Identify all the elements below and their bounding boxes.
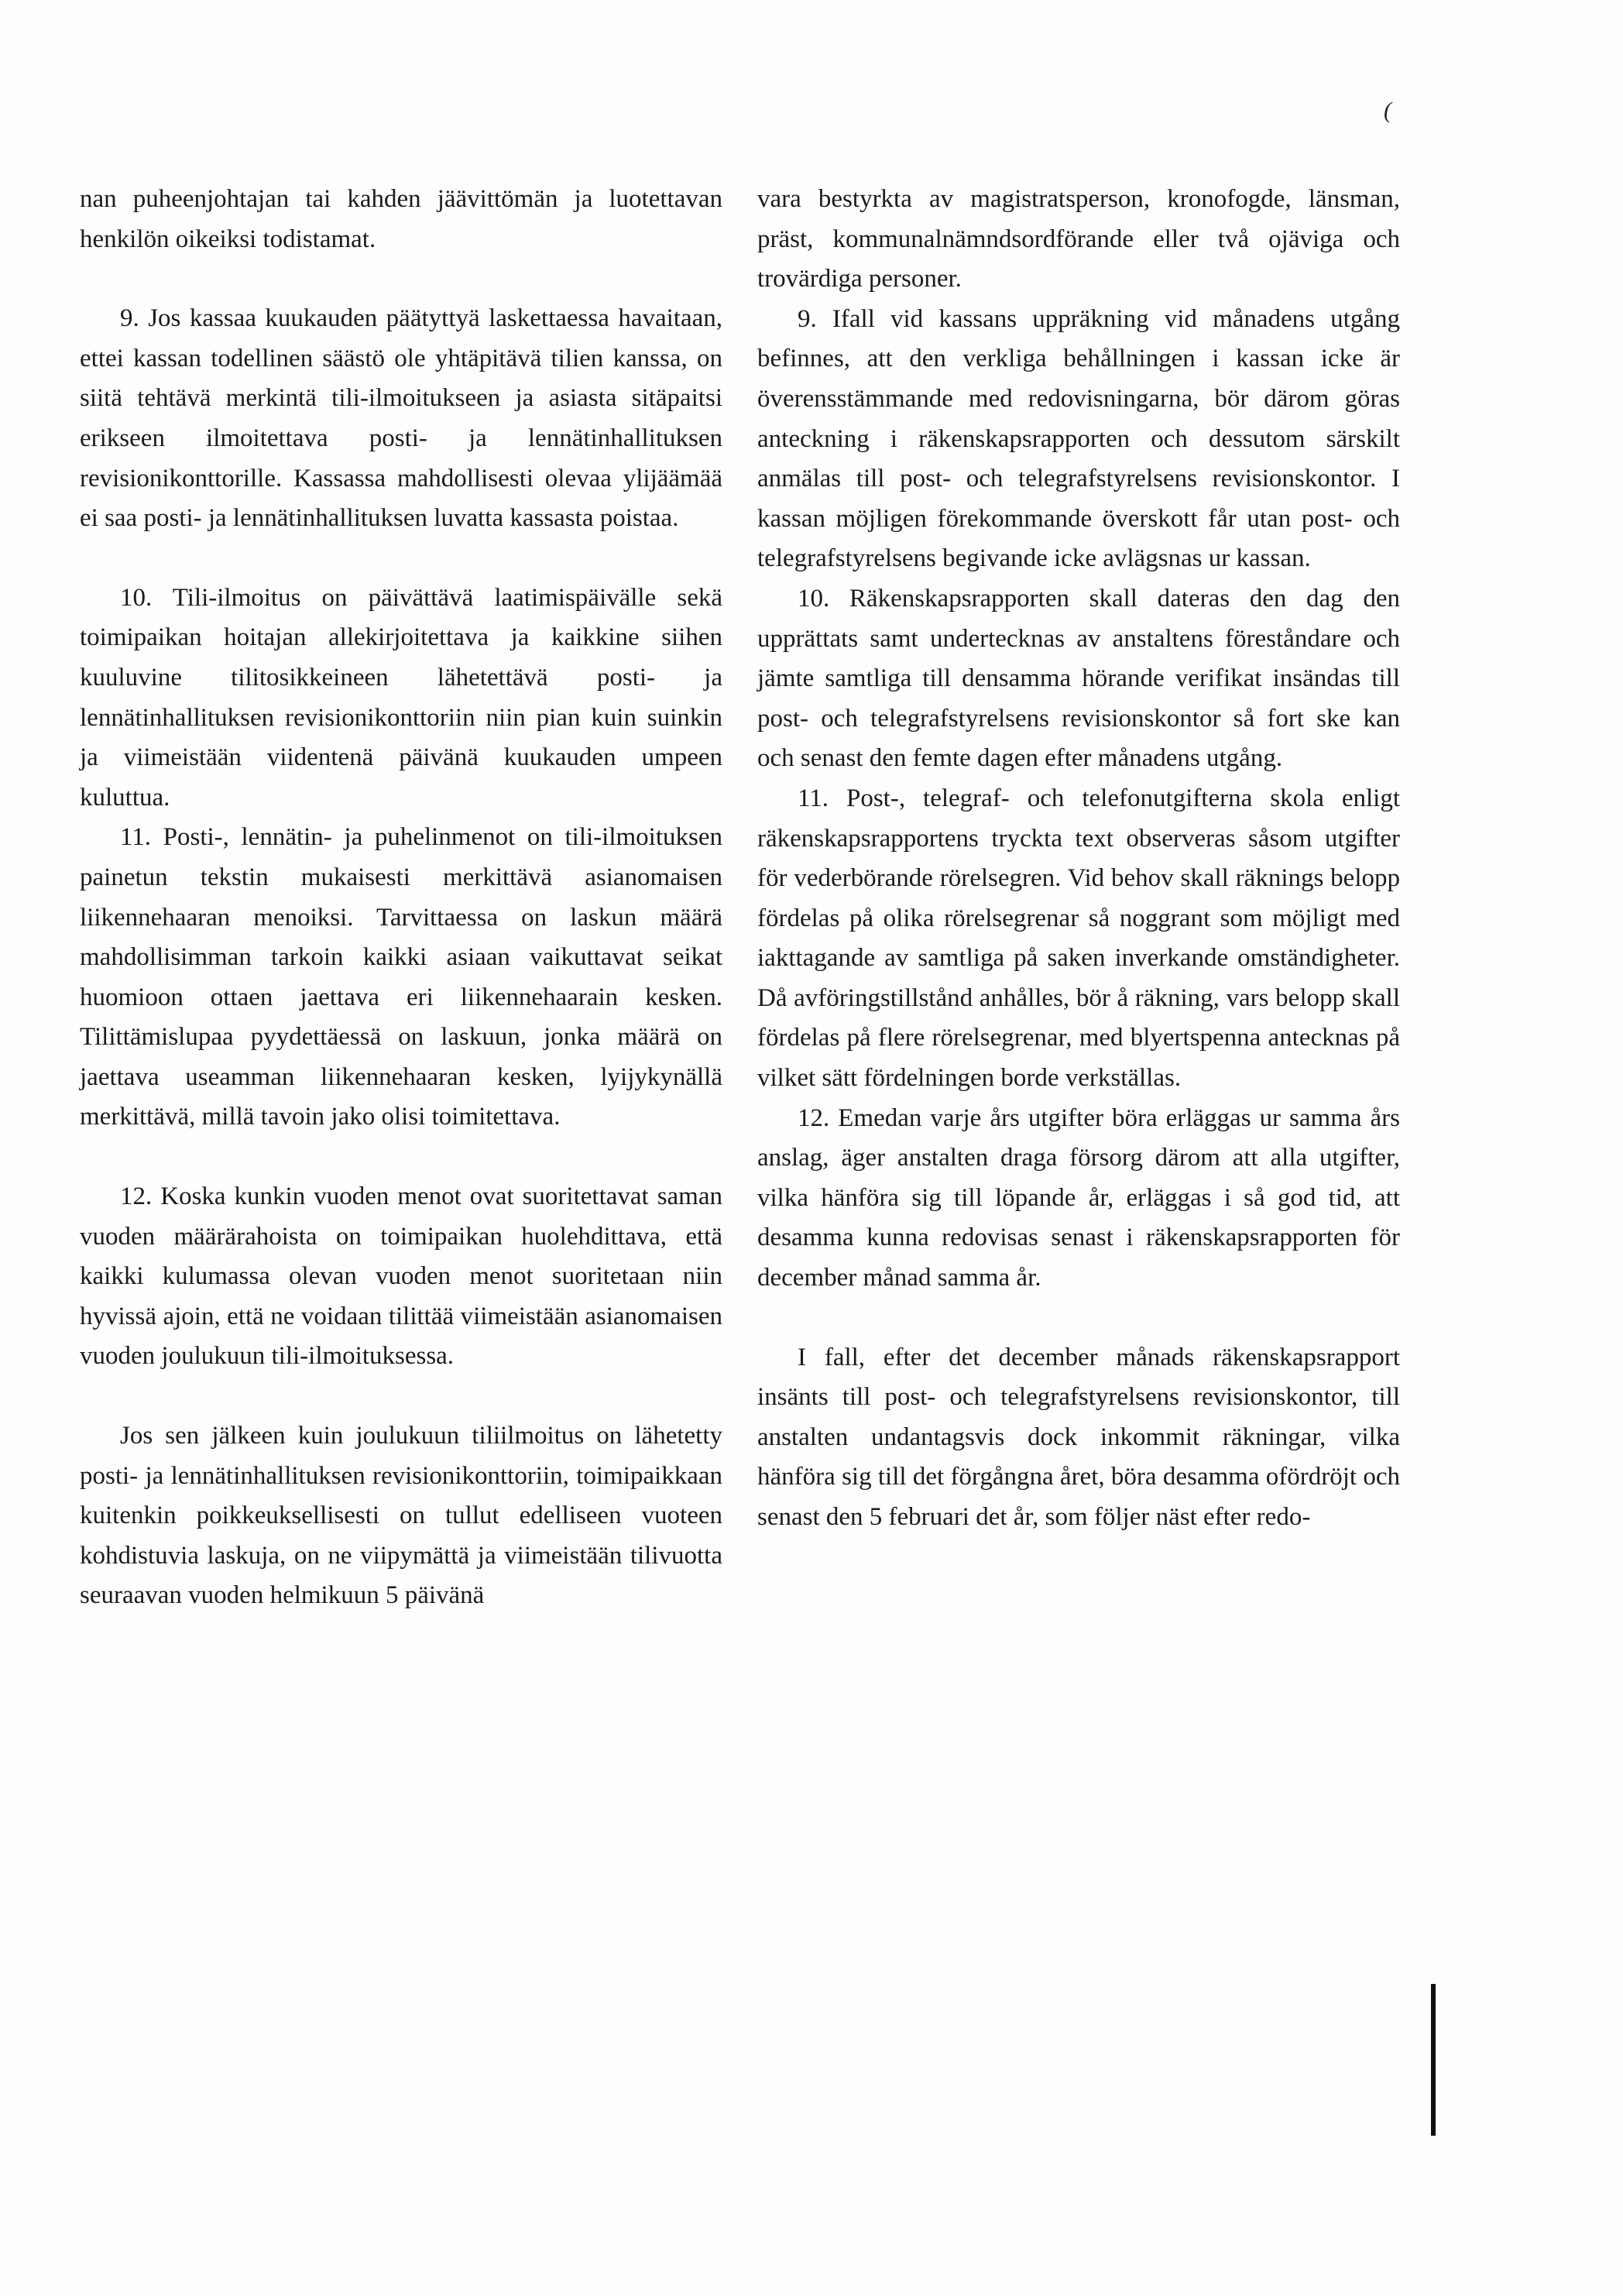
corner-mark: ( [1384, 98, 1391, 123]
swedish-column [757, 180, 1400, 1538]
paragraph-12-continued: I fall, efter det december månads räkenskapsrapport insänts till post- och telegrafstyrelsens revisionskontor, till anstalten undantagsvis dock inkommit räkningar, vilka hänföra sig till det förgångna året, böra desamma ofördröjt och senast den 5 februari det år, som följer näst efter redo- [757, 1343, 1400, 1531]
paragraph-continuation: nan puheenjohtajan tai kahden jäävittömän ja luotettavan henkilön oikeiksi todistamat. [80, 185, 722, 253]
paragraph-11: 11. Posti-, lennätin- ja puhelinmenot on tili-ilmoituksen painetun tekstin mukaisesti merkittävä asianomaisen liikennehaaran menoiksi. Tarvittaessa on laskun määrä mahdollisimman tarkoin kaikki asiaan vaikuttavat seikat huomioon ottaen jaettava eri liikennehaarain kesken. Tilittämislupaa pyydettäessä on laskuun, jonka määrä on jaettava useamman liikennehaaran kesken, lyijykynällä merkittävä, millä tavoin jako olisi toimitettava. [80, 823, 722, 1131]
paragraph-continuation: vara bestyrkta av magistratsperson, kronofogde, länsman, präst, kommunalnämndsordförande eller två ojäviga och trovärdiga personer. [757, 185, 1400, 293]
paragraph-9: 9. Jos kassaa kuukauden päätyttyä laskettaessa havaitaan, ettei kassan todellinen säästö ole yhtäpitävä tilien kanssa, on siitä tehtävä merkintä tili-ilmoitukseen ja asiasta sitäpaitsi erikseen ilmoitettava posti- ja lennätinhallituksen revisionikonttorille. Kassassa mahdollisesti olevaa ylijäämää ei saa posti- ja lennätinhallituksen luvatta kassasta poistaa. [80, 304, 722, 533]
paragraph-10: 10. Räkenskapsrapporten skall dateras den dag den upprättats samt undertecknas av anstaltens föreståndare och jämte samtliga till densamma hörande verifikat insändas till post- och telegrafstyrelsens revisionskontor så fort ske kan och senast den femte dagen efter månadens utgång. [757, 584, 1400, 773]
paragraph-10: 10. Tili-ilmoitus on päivättävä laatimispäivälle sekä toimipaikan hoitajan allekirjoitettava ja kaikkine siihen kuuluvine tilitosikkeineen lähetettävä posti- ja lennätinhallituksen revisionikonttoriin niin pian kuin suinkin ja viimeistään viidentenä päivänä kuukauden umpeen kuluttua. [80, 583, 722, 812]
paragraph-12: 12. Koska kunkin vuoden menot ovat suoritettavat saman vuoden määrärahoista on toimipaikan huolehdittava, että kaikki kulumassa olevan vuoden menot suoritetaan niin hyvissä ajoin, että ne voidaan tilittää viimeistään asianomaisen vuoden joulukuun tili-ilmoituksessa. [80, 1182, 722, 1371]
paragraph-12: 12. Emedan varje års utgifter böra erläggas ur samma års anslag, äger anstalten draga försorg därom att alla utgifter, vilka hänföra sig till löpande år, erläggas i så god tid, att desamma kunna redovisas senast i räkenskapsrapporten för december månad samma år. [757, 1103, 1400, 1292]
paragraph-11: 11. Post-, telegraf- och telefonutgifterna skola enligt räkenskapsrapportens tryckta text observeras såsom utgifter för vederbörande rörelsegren. Vid behov skall räknings belopp fördelas på olika rörelsegrenar så noggrant som möjligt med iakttagande av samtliga på saken inverkande omständigheter. Då avföringstillstånd anhålles, bör å räkning, vars belopp skall fördelas på flere rörelsegrenar, med blyertspenna antecknas på vilket sätt fördelningen borde verkställas. [757, 784, 1400, 1093]
finnish-column [80, 180, 722, 1616]
paragraph-12-continued: Jos sen jälkeen kuin joulukuun tiliilmoitus on lähetetty posti- ja lennätinhallituksen revisionikonttoriin, toimipaikkaan kuitenkin poikkeuksellisesti on tullut edelliseen vuoteen kohdistuvia laskuja, on ne viipymättä ja viimeistään tilivuotta seuraavan vuoden helmikuun 5 päivänä [80, 1422, 722, 1610]
paragraph-9: 9. Ifall vid kassans uppräkning vid månadens utgång befinnes, att den verkliga behållningen i kassan icke är överensstämmande med redovisningarna, bör därom göras anteckning i räkenskapsrapporten och dessutom särskilt anmälas till post- och telegrafstyrelsens revisionskontor. I kassan möjligen förekommande överskott får utan post- och telegrafstyrelsens begivande icke avlägsnas ur kassan. [757, 304, 1400, 573]
margin-bar [1431, 1984, 1436, 2136]
